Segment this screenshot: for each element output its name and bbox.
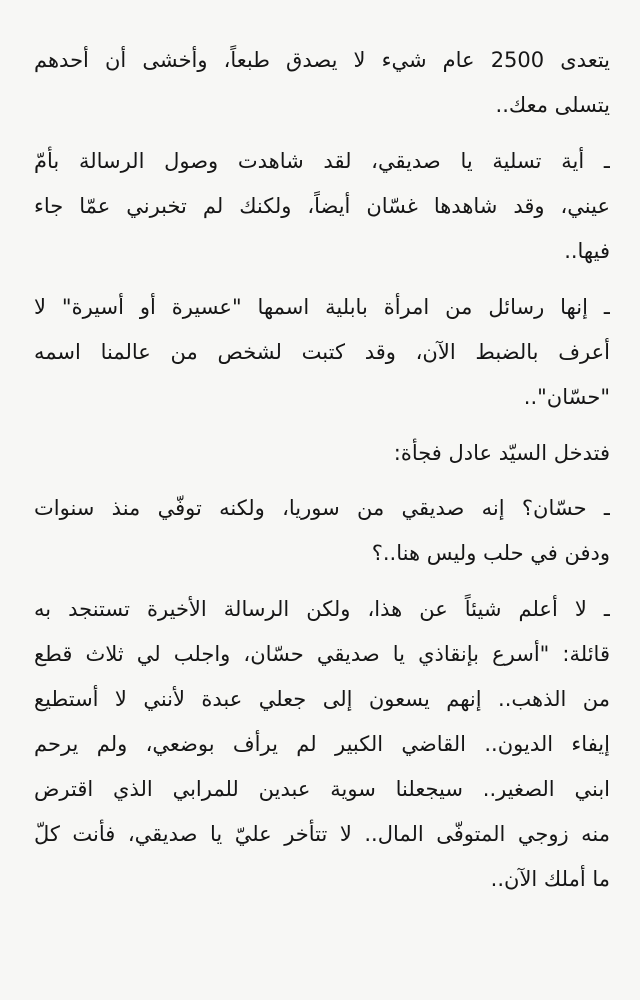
text-line: ودفن في حلب وليس هنا..؟ (371, 541, 610, 565)
text-line: ـ لا أعلم شيئاً عن هذا، ولكن الرسالة الأخيرة تستنجد به (34, 597, 610, 621)
text-line: فيها.. (564, 239, 610, 263)
text-line: ابني الصغير.. سيجعلنا سوية عبدين للمرابي الذي اقترض (34, 777, 610, 801)
text-line: من الذهب.. إنهم يسعون إلى جعلي عبدة لأنني لا أستطيع (34, 687, 610, 711)
text-line: ما أملك الآن.. (490, 867, 610, 891)
text-line: عيني، وقد شاهدها غسّان أيضاً، ولكنك لم تخبرني عمّا جاء (34, 194, 610, 218)
paragraph-6 (34, 587, 610, 902)
text-line: "حسّان".. (523, 385, 610, 409)
paragraph-3 (34, 285, 610, 420)
paragraph-1 (34, 38, 610, 128)
text-line: ـ أية تسلية يا صديقي، لقد شاهدت وصول الرسالة بأمّ (34, 149, 610, 173)
text-line: يتسلى معك.. (495, 93, 610, 117)
text-line: إيفاء الديون.. القاضي الكبير لم يرأف بوضعي، ولم يرحم (34, 732, 610, 756)
text-line: فتدخل السيّد عادل فجأة: (393, 441, 610, 465)
text-line: ـ إنها رسائل من امرأة بابلية اسمها "عسيرة أو أسيرة" لا (34, 295, 610, 319)
paragraph-2 (34, 139, 610, 274)
text-line: ـ حسّان؟ إنه صديقي من سوريا، ولكنه توفّي منذ سنوات (34, 496, 610, 520)
paragraph-5 (34, 486, 610, 576)
text-line: منه زوجي المتوفّى المال.. لا تتأخر عليّ يا صديقي، فأنت كلّ (34, 822, 610, 846)
paragraph-4 (34, 431, 610, 476)
text-line: يتعدى 2500 عام شيء لا يصدق طبعاً، وأخشى أن أحدهم (34, 48, 610, 72)
text-line: أعرف بالضبط الآن، وقد كتبت لشخص من عالمنا اسمه (34, 340, 610, 364)
text-line: قائلة: "أسرع بإنقاذي يا صديقي حسّان، واجلب لي ثلاث قطع (34, 642, 610, 666)
